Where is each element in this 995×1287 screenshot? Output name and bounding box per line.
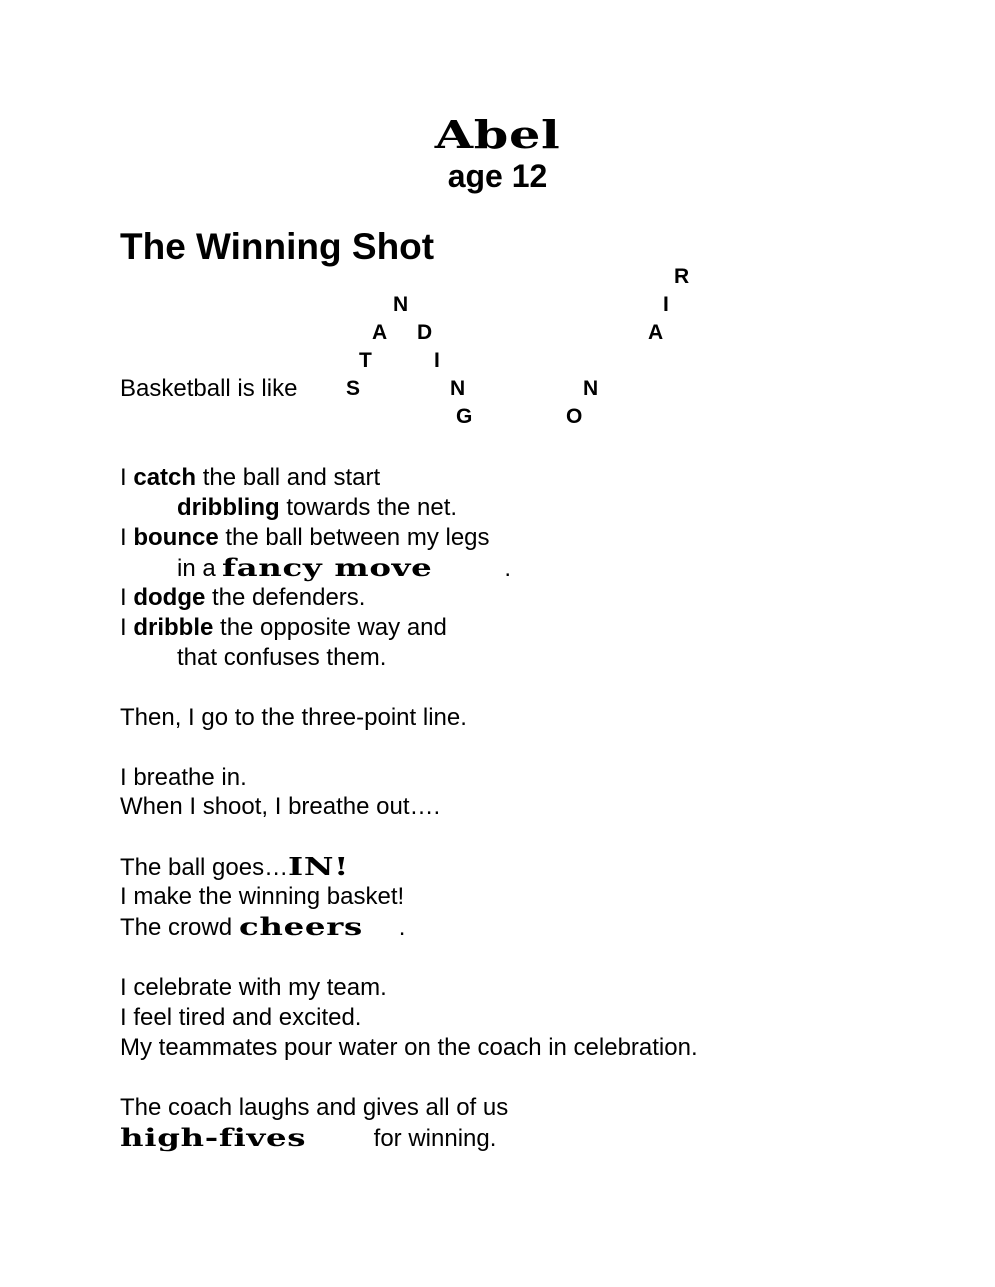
arc-letter: N: [450, 377, 466, 400]
high-fives-text: high-fives: [120, 1123, 307, 1152]
in-text: IN!: [288, 852, 350, 881]
poem-line: I celebrate with my team.: [120, 974, 387, 1001]
poem-line: The ball goes…IN!: [120, 852, 350, 881]
poem-line: The coach laughs and gives all of us: [120, 1094, 509, 1121]
poem-line: The crowd cheers .: [120, 912, 406, 941]
author-age: age 12: [447, 158, 548, 194]
poem-title: The Winning Shot: [120, 226, 435, 267]
arc-letter: I: [663, 293, 669, 316]
poem-line: in a fancy move .: [177, 553, 512, 582]
fancy-move-text: fancy move: [222, 553, 433, 582]
cheers-text: cheers: [238, 912, 363, 941]
poem-line: I make the winning basket!: [120, 883, 405, 910]
poem-line: Then, I go to the three-point line.: [120, 704, 467, 731]
poem-line: I dodge the defenders.: [120, 584, 366, 611]
arc-letter: S: [346, 377, 361, 400]
poem-line: My teammates pour water on the coach in celebration.: [120, 1034, 698, 1061]
poem-line: I breathe in.: [120, 764, 247, 791]
arc-letter: T: [359, 349, 372, 372]
shape-line-prefix: Basketball is like: [120, 375, 298, 402]
poem-line: high-fives for winning.: [120, 1123, 497, 1152]
poem-line: I catch the ball and start: [120, 464, 381, 491]
author-name: Abel: [434, 112, 561, 157]
poem-line: When I shoot, I breathe out….: [120, 793, 441, 820]
arc-letter: N: [583, 377, 599, 400]
poem-line: I feel tired and excited.: [120, 1004, 362, 1031]
poem-line: I dribble the opposite way and: [120, 614, 447, 641]
poem-line: that confuses them.: [177, 644, 387, 671]
arc-letter: D: [417, 321, 433, 344]
arc-letter: N: [393, 293, 409, 316]
arc-letter: O: [566, 405, 583, 428]
arc-letter: I: [434, 349, 440, 372]
poem-line: I bounce the ball between my legs: [120, 524, 490, 551]
arc-letter: A: [648, 321, 664, 344]
poem-line: dribbling towards the net.: [177, 494, 458, 521]
arc-letter: G: [456, 405, 473, 428]
arc-letter: A: [372, 321, 388, 344]
arc-letter: R: [674, 265, 690, 288]
